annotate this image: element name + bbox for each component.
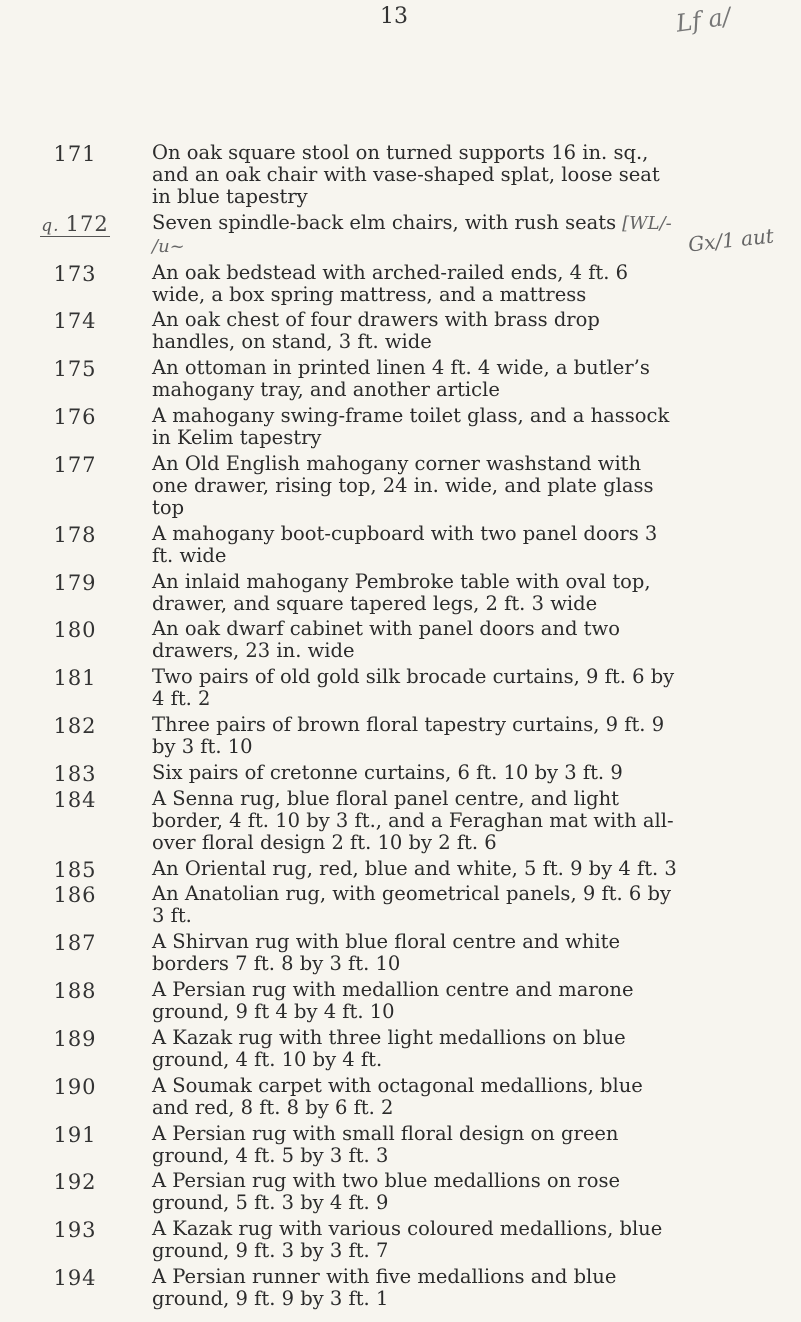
lot-description: A mahogany swing-frame toilet glass, and a hassock in Kelim tapestry — [152, 404, 670, 450]
lot-description: A Shirvan rug with blue floral centre and white borders 7 ft. 8 by 3 ft. 10 — [152, 930, 621, 976]
lot-number: q. 172 — [41, 211, 109, 236]
lot-number: 185 — [53, 857, 97, 882]
lot-number: 191 — [53, 1122, 97, 1147]
lot-description: A Persian rug with two blue medallions on rose ground, 5 ft. 3 by 4 ft. 9 — [152, 1169, 621, 1215]
lot-description: A Persian rug with small floral design on green ground, 4 ft. 5 by 3 ft. 3 — [152, 1121, 619, 1167]
lot-172-underline — [40, 236, 110, 237]
lot-description: A mahogany boot-cupboard with two panel doors 3 ft. wide — [152, 521, 658, 567]
lot-description: An ottoman in printed linen 4 ft. 4 wide, a butler’s mahogany tray, and another article — [152, 356, 650, 402]
lot-description: On oak square stool on turned supports 16 in. sq., and an oak chair with vase-shaped splat, loose seat in blue tapestry — [152, 141, 660, 208]
lot-number: 193 — [53, 1218, 97, 1243]
lot-description: A Persian rug with medallion centre and marone ground, 9 ft 4 by 4 ft. 10 — [152, 978, 634, 1024]
lot-description: Seven spindle-back elm chairs, with rush seats [WL/- /u~ — [152, 210, 672, 257]
handwritten-note: [WL/- /u~ — [152, 212, 672, 257]
lot-description: An Old English mahogany corner washstand with one drawer, rising top, 24 in. wide, and plate glass top — [152, 451, 654, 519]
handwritten-annotation-top: Lf a/ — [674, 2, 733, 38]
lot-number: 181 — [53, 666, 97, 691]
lot-description: Three pairs of brown floral tapestry curtains, 9 ft. 9 by 3 ft. 10 — [152, 713, 665, 759]
lot-number: 178 — [53, 522, 97, 547]
lot-annotation-marker: q. — [41, 215, 60, 236]
lot-number: 180 — [53, 618, 97, 643]
lot-description: Six pairs of cretonne curtains, 6 ft. 10 by 3 ft. 9 — [152, 760, 623, 784]
lot-number: 192 — [53, 1170, 97, 1195]
lot-number: 184 — [53, 787, 97, 812]
lot-description: A Persian runner with five medallions and blue ground, 9 ft. 9 by 3 ft. 1 — [152, 1265, 617, 1310]
lot-description: Two pairs of old gold silk brocade curtains, 9 ft. 6 by 4 ft. 2 — [152, 665, 675, 711]
lot-number: 188 — [53, 979, 97, 1004]
lot-number: 189 — [53, 1026, 97, 1051]
lot-number: 171 — [53, 142, 97, 166]
lot-number: 177 — [53, 452, 97, 477]
lot-number: 183 — [53, 761, 97, 786]
page-number: 13 — [380, 4, 408, 29]
lot-number: 174 — [53, 309, 97, 334]
lot-description: An Oriental rug, red, blue and white, 5 ft. 9 by 4 ft. 3 — [152, 856, 677, 880]
lot-number: 176 — [53, 405, 97, 430]
lot-number: 175 — [53, 357, 97, 382]
lot-description: A Kazak rug with three light medallions on blue ground, 4 ft. 10 by 4 ft. — [152, 1025, 626, 1071]
lot-description: A Soumak carpet with octagonal medallions, blue and red, 8 ft. 8 by 6 ft. 2 — [152, 1073, 643, 1119]
lot-description: A Kazak rug with various coloured medallions, blue ground, 9 ft. 3 by 3 ft. 7 — [152, 1217, 663, 1263]
lot-description: An inlaid mahogany Pembroke table with oval top, drawer, and square tapered legs, 2 ft. 3 wide — [152, 569, 651, 615]
lot-description: An oak chest of four drawers with brass drop handles, on stand, 3 ft. wide — [152, 308, 600, 354]
lot-number: 190 — [53, 1074, 97, 1099]
lot-number: 194 — [53, 1266, 97, 1290]
lot-number: 182 — [53, 714, 97, 739]
lot-description: An Anatolian rug, with geometrical panels, 9 ft. 6 by 3 ft. — [152, 882, 671, 928]
lot-number: 173 — [53, 261, 97, 286]
lot-description: An oak dwarf cabinet with panel doors and two drawers, 23 in. wide — [152, 617, 620, 663]
lot-number: 179 — [53, 570, 97, 595]
lot-number: 186 — [53, 883, 97, 908]
lot-description: An oak bedstead with arched-railed ends, 4 ft. 6 wide, a box spring mattress, and a mattress — [152, 260, 629, 306]
lot-number: 187 — [53, 931, 97, 956]
lot-description: A Senna rug, blue floral panel centre, and light border, 4 ft. 10 by 3 ft., and a Feraghan mat with all-over floral design 2 ft. 10 by 2 ft. 6 — [152, 786, 674, 854]
handwritten-annotation-side: Gx/1 aut — [686, 223, 775, 257]
